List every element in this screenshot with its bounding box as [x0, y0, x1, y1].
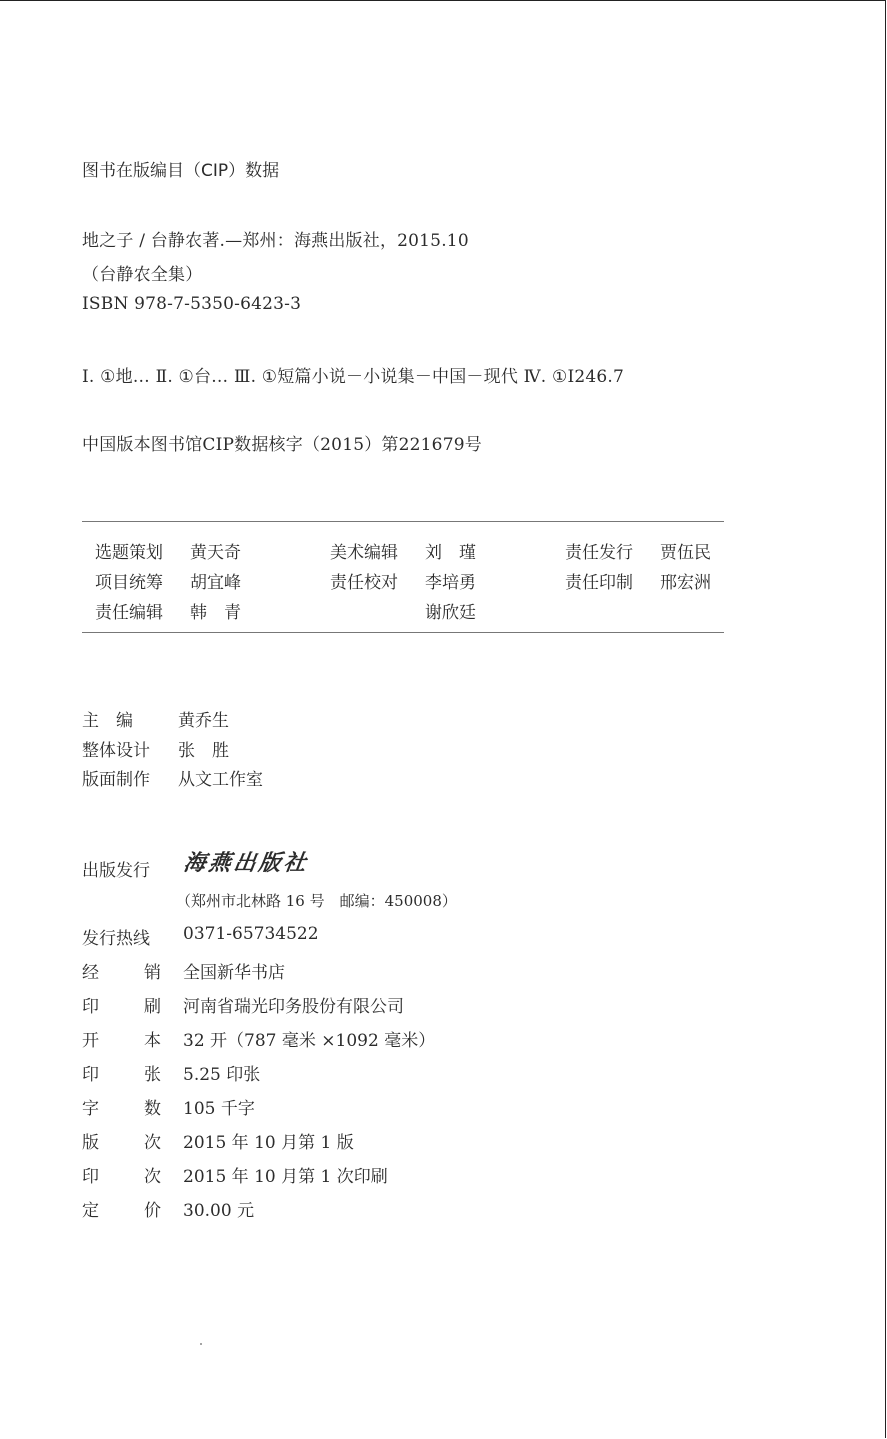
cip-title-line: 地之子 / 台静农著.—郑州：海燕出版社，2015.10 [82, 231, 469, 251]
spec-label-second-char: 数 [144, 1099, 161, 1119]
staff-person-name: 贾伍民 [660, 543, 711, 563]
staff-person-name: 黄天奇 [190, 543, 241, 563]
staff-role-label: 责任印制 [565, 573, 633, 593]
spec-label: 经 [82, 963, 99, 983]
spec-value: 5.25 印张 [183, 1065, 261, 1085]
cip-heading: 图书在版编目（CIP）数据 [82, 161, 280, 181]
staff-role-label: 责任发行 [565, 543, 633, 563]
editor-name: 黄乔生 [178, 711, 229, 731]
spec-label-second-char: 价 [144, 1201, 161, 1221]
spec-value: 全国新华书店 [183, 963, 285, 983]
staff-role-label: 责任校对 [330, 573, 398, 593]
editor-role-label: 整体设计 [82, 741, 150, 761]
spec-label: 定 [82, 1201, 99, 1221]
editor-name: 张 胜 [178, 741, 229, 761]
speck [200, 1343, 202, 1345]
staff-role-label: 项目统筹 [95, 573, 163, 593]
staff-top-rule [82, 521, 724, 522]
spec-label-second-char: 次 [144, 1133, 161, 1153]
spec-label-second-char: 本 [144, 1031, 161, 1051]
spec-value: 105 千字 [183, 1099, 255, 1119]
spec-label-second-char: 张 [144, 1065, 161, 1085]
cip-isbn-line: ISBN 978-7-5350-6423-3 [82, 294, 302, 314]
cip-classification-line: Ⅰ. ①地… Ⅱ. ①台… Ⅲ. ①短篇小说－小说集－中国－现代 Ⅳ. ①I246.7 [82, 367, 625, 387]
spec-label: 印 [82, 1167, 99, 1187]
spec-value: 0371-65734522 [183, 924, 319, 944]
spec-value: 2015 年 10 月第 1 次印刷 [183, 1167, 388, 1187]
spec-label: 印 [82, 997, 99, 1017]
spec-label-second-char: 刷 [144, 997, 161, 1017]
staff-role-label: 责任编辑 [95, 603, 163, 623]
editor-name: 从文工作室 [178, 770, 263, 790]
staff-person-name: 邢宏洲 [660, 573, 711, 593]
staff-person-name: 韩 青 [190, 603, 241, 623]
spec-value: 河南省瑞光印务股份有限公司 [183, 997, 404, 1017]
staff-person-name: 胡宜峰 [190, 573, 241, 593]
editor-role-label: 版面制作 [82, 770, 150, 790]
staff-bottom-rule [82, 632, 724, 633]
editor-role-label: 主 编 [82, 711, 133, 731]
spec-value: 30.00 元 [183, 1201, 255, 1221]
publisher-label: 出版发行 [82, 861, 150, 881]
staff-role-label: 美术编辑 [330, 543, 398, 563]
spec-label-second-char: 次 [144, 1167, 161, 1187]
staff-person-name: 李培勇 [425, 573, 476, 593]
spec-label: 字 [82, 1099, 99, 1119]
publisher-address: （郑州市北林路 16 号 邮编：450008） [176, 892, 457, 910]
staff-person-name: 刘 瑾 [425, 543, 476, 563]
spec-value: 32 开（787 毫米 ×1092 毫米） [183, 1031, 436, 1051]
spec-label: 开 [82, 1031, 99, 1051]
spec-value: 2015 年 10 月第 1 版 [183, 1133, 354, 1153]
publisher-logo: 海燕出版社 [181, 850, 311, 876]
staff-person-name: 谢欣廷 [425, 603, 476, 623]
staff-role-label: 选题策划 [95, 543, 163, 563]
cip-record-line: 中国版本图书馆CIP数据核字（2015）第221679号 [82, 435, 482, 455]
spec-label-second-char: 销 [144, 963, 161, 983]
spec-label: 发行热线 [82, 929, 150, 949]
spec-label: 版 [82, 1133, 99, 1153]
spec-label: 印 [82, 1065, 99, 1085]
cip-series-line: （台静农全集） [82, 265, 203, 285]
